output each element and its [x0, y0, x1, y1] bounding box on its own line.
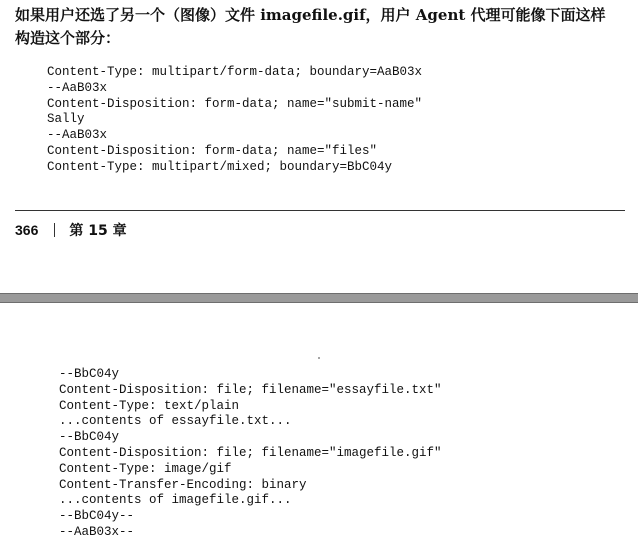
code-line: Content-Type: image/gif	[59, 461, 232, 476]
code-line: Content-Type: text/plain	[59, 398, 240, 413]
code-line: Content-Type: multipart/mixed; boundary=BbC04y	[47, 159, 393, 174]
code-line: ...contents of imagefile.gif...	[59, 493, 292, 508]
footer-separator	[54, 223, 55, 237]
code-line: Content-Transfer-Encoding: binary	[59, 477, 307, 492]
code-line: Sally	[47, 112, 85, 127]
code-line: ...contents of essayfile.txt...	[59, 414, 292, 429]
page-number: 366	[15, 222, 39, 238]
code-line: Content-Disposition: file; filename="imagefile.gif"	[59, 445, 442, 460]
code-line: Content-Disposition: form-data; name="files"	[47, 143, 378, 158]
chapter-label: 第 15 章	[69, 223, 127, 239]
code-block-top	[47, 65, 422, 176]
intro-line-1: 如果用户还选了另一个（图像）文件 imagefile.gif，用户 Agent 代理可能像下面这样	[15, 6, 606, 24]
code-line: Content-Disposition: form-data; name="submit-name"	[47, 96, 423, 111]
footer-rule	[15, 210, 625, 211]
intro-paragraph	[15, 4, 627, 50]
book-page-bottom	[0, 303, 638, 546]
code-line: --BbC04y	[59, 430, 120, 445]
code-line: --AaB03x--	[59, 524, 135, 539]
code-line: --AaB03x	[47, 80, 108, 95]
intro-line-2: 构造这个部分：	[15, 29, 121, 47]
scan-speck	[318, 357, 320, 359]
code-line: --AaB03x	[47, 128, 108, 143]
code-line: --BbC04y	[59, 367, 120, 381]
page-footer	[15, 221, 127, 240]
code-line: Content-Disposition: file; filename="essayfile.txt"	[59, 382, 442, 397]
page-divider	[0, 293, 638, 303]
code-block-bottom	[59, 367, 442, 541]
code-line: Content-Type: multipart/form-data; boundary=AaB03x	[47, 65, 423, 79]
code-line: --BbC04y--	[59, 509, 135, 524]
